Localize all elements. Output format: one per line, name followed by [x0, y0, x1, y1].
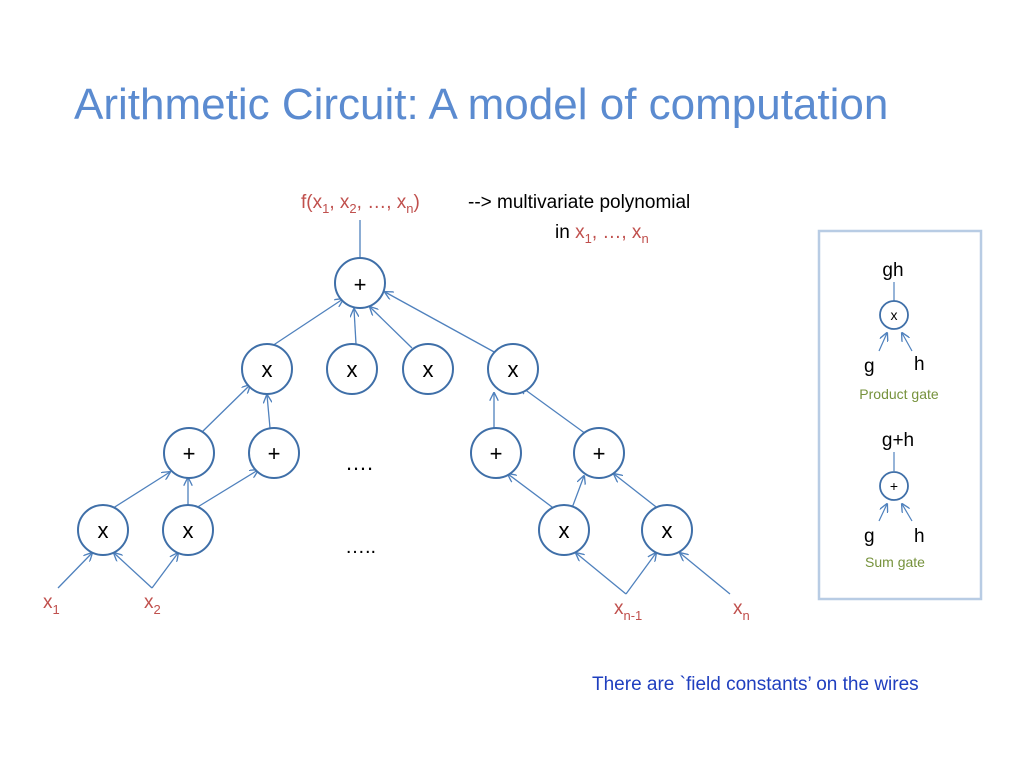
legend-product-left: g: [864, 356, 875, 377]
svg-text:+: +: [489, 441, 503, 466]
wire: [267, 395, 270, 428]
legend-sum-right: h: [914, 526, 925, 547]
svg-text:x: x: [97, 518, 109, 543]
svg-text:+: +: [182, 441, 196, 466]
input-xn-1: $x_{n-1}$: [614, 598, 643, 623]
input-x1: $x_1$: [43, 592, 60, 617]
input-xn: $x_n$: [733, 598, 750, 623]
wire: [626, 553, 656, 594]
wire: [110, 472, 170, 510]
wire: [576, 553, 626, 594]
svg-text:x: x: [261, 357, 273, 382]
gate-level4-3: [539, 505, 589, 555]
svg-text:+: +: [592, 441, 606, 466]
legend-product-caption: Product gate: [859, 386, 939, 402]
gate-level3-2: [249, 428, 299, 478]
legend-product-right: h: [914, 354, 925, 375]
wire: [370, 307, 412, 348]
polynomial-variables: in $x_1$, …, $x_n$: [555, 222, 649, 246]
gate-level3-1: [164, 428, 214, 478]
svg-text:x: x: [346, 357, 358, 382]
wire: [196, 470, 258, 508]
wires-from-inputs: [58, 553, 730, 594]
gate-level3-4: [574, 428, 624, 478]
svg-text:+: +: [353, 272, 367, 297]
slide-title: Arithmetic Circuit: A model of computation: [74, 80, 889, 129]
legend-product-output: gh: [882, 260, 904, 281]
wires-to-root: [272, 292, 496, 353]
wire: [114, 553, 152, 588]
svg-text:x: x: [558, 518, 570, 543]
gate-level2-1: [242, 344, 292, 394]
wire: [58, 553, 92, 588]
gate-level2-3: [403, 344, 453, 394]
gate-level4-4: [642, 505, 692, 555]
wire: [385, 292, 496, 353]
wire: [202, 385, 250, 432]
wire: [680, 553, 730, 594]
svg-text:x: x: [661, 518, 673, 543]
gate-level3-3: [471, 428, 521, 478]
output-function-label: $f(x_1$, $x_2$, …, $x_n$): [301, 192, 420, 216]
gate-level4-1: [78, 505, 128, 555]
svg-text:x: x: [182, 518, 194, 543]
wire: [572, 476, 584, 508]
polynomial-description: --> multivariate polynomial: [468, 192, 691, 213]
legend-sum-output: g+h: [881, 430, 915, 451]
ellipsis-upper: ….: [345, 450, 374, 475]
svg-text:x: x: [422, 357, 434, 382]
gate-legend: [819, 231, 981, 599]
gate-level2-4: [488, 344, 538, 394]
gate-root: [335, 258, 385, 308]
gate-level2-2: [327, 344, 377, 394]
input-x2: $x_2$: [144, 592, 161, 617]
svg-text:+: +: [267, 441, 281, 466]
wire: [614, 474, 660, 510]
wire: [152, 553, 178, 588]
wire: [508, 474, 556, 510]
ellipsis-lower: …..: [345, 536, 377, 558]
wire: [354, 309, 356, 344]
svg-text:+: +: [889, 478, 899, 494]
field-constants-note: There are `field constants’ on the wires: [592, 674, 919, 695]
gate-level4-2: [163, 505, 213, 555]
svg-text:x: x: [890, 307, 898, 323]
wire: [272, 299, 343, 346]
legend-sum-caption: Sum gate: [865, 554, 925, 570]
svg-text:x: x: [507, 357, 519, 382]
legend-sum-left: g: [864, 526, 875, 547]
wire: [520, 386, 586, 434]
